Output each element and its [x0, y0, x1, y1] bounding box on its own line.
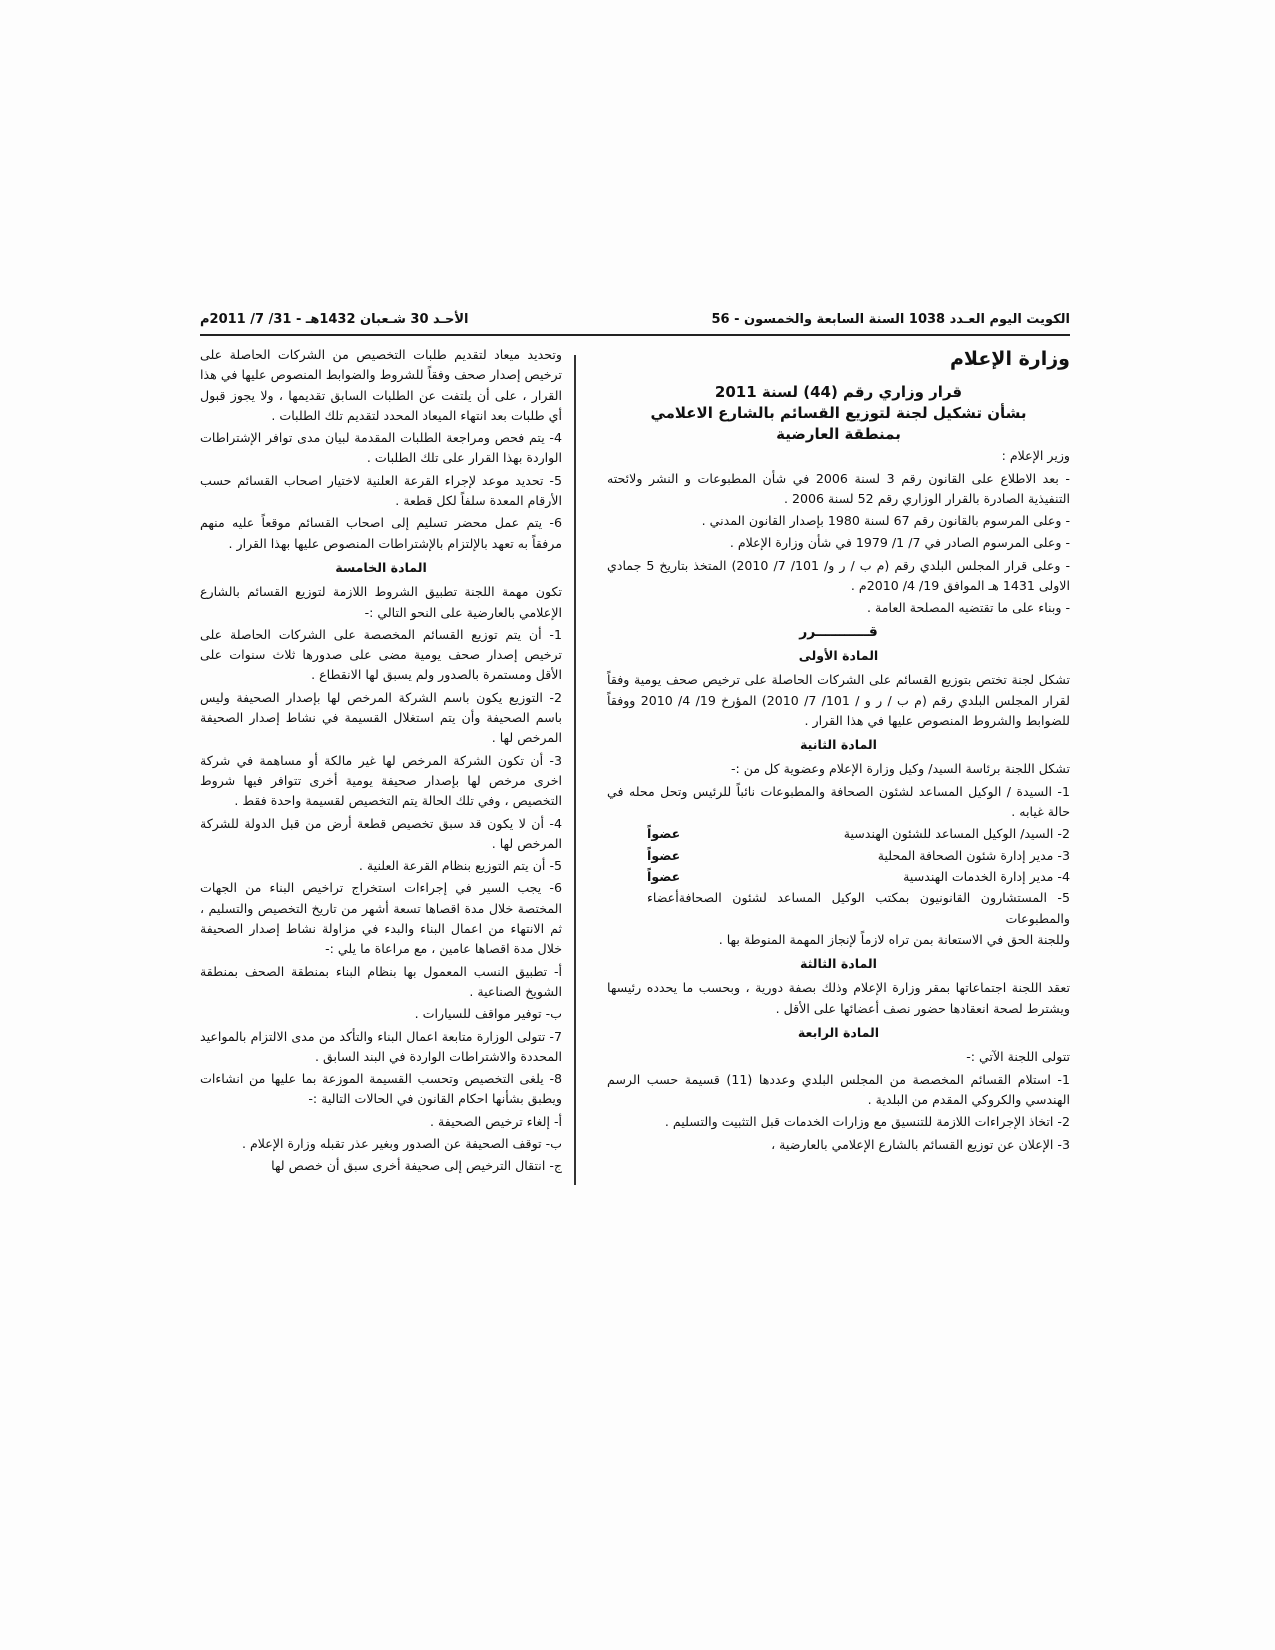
header-issue-info: الكويت اليوم العـدد 1038 السنة السابعة والخمسون - 56: [711, 312, 1070, 327]
cancel-case-a: أ- إلغاء ترخيص الصحيفة .: [429, 1113, 562, 1129]
committee-member-row: [607, 867, 1070, 887]
article-5-sub-item-a: أ- تطبيق النسب المعمول بها بنظام البناء بمنطقة الصحف بمنطقة الشويخ الصناعية .: [200, 963, 562, 999]
column-divider: [574, 355, 576, 1185]
article-5-sub-item-b: ب- توفير مواقف للسيارات .: [414, 1006, 562, 1022]
article-5-item-4: 4- أن لا يكون قد سبق تخصيص قطعة أرض من قبل الدولة للشركة المرخص لها .: [200, 815, 562, 851]
article-2-intro: تشكل اللجنة برئاسة السيد/ وكيل وزارة الإعلام وعضوية كل من :-: [731, 761, 1070, 777]
cancel-case-b: ب- توقف الصحيفة عن الصدور وبغير عذر تقبله وزارة الإعلام .: [241, 1135, 562, 1151]
article-5-item-1: 1- أن يتم توزيع القسائم المخصصة على الشركات الحاصلة على ترخيص إصدار صحف يومية مضى على صدورها ثلاث سنوات على الأقل ومستمرة بالصدور ولم يسبق لها الانقطاع .: [200, 626, 562, 683]
preamble-4: - وعلى قرار المجلس البلدي رقم (م ب / ر و/ 101/ 7/ 2010) المتخذ بتاريخ 5 جمادي الاولى 1431 هـ الموافق 19/ 4/ 2010م .: [607, 557, 1071, 594]
article-4-item-4: 4- يتم فحص ومراجعة الطلبات المقدمة لبيان مدى توافر الإشتراطات الواردة بهذا القرار على تلك الطلبات .: [200, 430, 562, 466]
article-4-item-1: 1- استلام القسائم المخصصة من المجلس البلدي وعددها (11) قسيمة حسب الرسم الهندسي والكروكي المقدم من البلدية .: [607, 1071, 1070, 1107]
article-1-heading: المادة الأولى: [798, 647, 879, 663]
page-header: [200, 312, 1070, 334]
article-5-item-5: 5- أن يتم التوزيع بنظام القرعة العلنية .: [358, 858, 562, 874]
article-5-item-3: 3- أن تكون الشركة المرخص لها غير مالكة أو مساهمة في شركة اخرى مرخص لها بإصدار صحيفة يومية أخرى تتوافر فيها شروط التخصيص ، وفي تلك الحالة يتم التخصيص لقسيمة واحدة فقط .: [200, 752, 562, 809]
article-4-item-5: 5- تحديد موعد لإجراء القرعة العلنية لاختيار اصحاب القسائم حسب الأرقام المعدة سلفاً لكل قطعة .: [200, 472, 562, 509]
header-divider: [200, 334, 1070, 336]
ministry-name: وزارة الإعلام: [949, 348, 1070, 370]
committee-member-role: أعضاء: [647, 890, 679, 906]
minister-label: وزير الإعلام :: [1001, 448, 1070, 464]
article-5-item-6: 6- يجب السير في إجراءات استخراج تراخيص البناء من الجهات المختصة خلال مدة اقصاها تسعة أشهر من تاريخ التخصيص والتسليم ، ثم الانتهاء من اعمال البناء والبدء في مزاولة نشاط إصدار الصحيفة خلال مدة اقصاها عامين ، مع مراعاة ما يلي :-: [200, 880, 562, 957]
decided-heading: قـــــــــــرر: [799, 623, 878, 640]
article-3-text: تعقد اللجنة اجتماعاتها بمقر وزارة الإعلام وذلك بصفة دورية ، وبحسب ما يحدده رئيسها ويشترط لصحة انعقادها حضور نصف أعضائها على الأقل .: [607, 980, 1070, 1016]
preamble-5: - وبناء على ما تقتضيه المصلحة العامة .: [867, 600, 1070, 616]
article-2-heading: المادة الثانية: [800, 737, 877, 753]
continuation-paragraph: وتحديد ميعاد لتقديم طلبات التخصيص من الشركات الحاصلة على ترخيص إصدار صحف وفقاً للشروط والضوابط المنصوص عليها في هذا القرار ، على أن يلتفت عن الطلبات السابق تقديمها ، ولا يجوز قبول أي طلبات بعد انتهاء الميعاد المحدد لتقديم تلك الطلبات .: [200, 347, 562, 423]
article-4-item-6: 6- يتم عمل محضر تسليم إلى اصحاب القسائم موقعاً عليه منهم مرفقاً به تعهد بالإلتزام بالإشتراطات المنصوص عليها بهذا القرار .: [200, 515, 562, 551]
article-5-item-2: 2- التوزيع يكون باسم الشركة المرخص لها بإصدار الصحيفة وليس باسم الصحيفة وأن يتم استغلال القسيمة في نشاط إصدار الصحيفة المرخص لها .: [200, 689, 562, 746]
decree-title-line1: قرار وزاري رقم (44) لسنة 2011: [714, 383, 963, 402]
article-4-heading: المادة الرابعة: [797, 1025, 880, 1041]
preamble-1: - بعد الاطلاع على القانون رقم 3 لسنة 2006 في شأن المطبوعات و النشر ولائحته التنفيذية الصادرة بالقرار الوزاري رقم 52 لسنة 2006 .: [607, 470, 1070, 506]
decree-title-line3: بمنطقة العارضية: [776, 425, 901, 444]
header-date: الأحـد 30 شـعبان 1432هـ - 31/ 7/ 2011م: [200, 312, 469, 327]
committee-member-row: [607, 846, 1070, 866]
article-4-intro: تتولى اللجنة الآتي :-: [966, 1049, 1070, 1065]
article-4-item-2: 2- اتخاذ الإجراءات اللازمة للتنسيق مع وزارات الخدمات قبل التثبيت والتسليم .: [664, 1114, 1070, 1130]
article-3-heading: المادة الثالثة: [800, 956, 877, 972]
article-1-text: تشكل لجنة تختص بتوزيع القسائم على الشركات الحاصلة على ترخيص صحف يومية وفقاً لقرار المجلس البلدي رقم (م ب / ر و / 101/ 7/ 2010) المؤرخ 19/ 4/ 2010 ووفقاً للضوابط والشروط المنصوص عليها في هذا القرار .: [607, 672, 1071, 728]
article-5-intro: تكون مهمة اللجنة تطبيق الشروط اللازمة لتوزيع القسائم بالشارع الإعلامي بالعارضية على النحو التالي :-: [200, 584, 562, 620]
article-4-item-3: 3- الإعلان عن توزيع القسائم بالشارع الإعلامي بالعارضية ،: [771, 1136, 1070, 1152]
decree-title-line2: بشأن تشكيل لجنة لتوزيع القسائم بالشارع الاعلامي: [650, 404, 1027, 423]
committee-member-name: 2- السيد/ الوكيل المساعد للشئون الهندسية: [843, 826, 1070, 842]
article-5-item-7: 7- تتولى الوزارة متابعة اعمال البناء والتأكد من مدى الالتزام بالمواعيد المحددة والاشتراطات الواردة في البند السابق .: [200, 1028, 562, 1064]
cancel-case-c: ج- انتقال الترخيص إلى صحيفة أخرى سبق أن خصص لها: [271, 1158, 562, 1174]
committee-member-row: [607, 888, 1070, 929]
committee-member-name: 3- مدير إدارة شئون الصحافة المحلية: [877, 847, 1070, 863]
committee-member-name: 5- المستشارون القانونيون بمكتب الوكيل المساعد لشئون الصحافة والمطبوعات: [678, 890, 1070, 926]
preamble-2: - وعلى المرسوم بالقانون رقم 67 لسنة 1980 بإصدار القانون المدني .: [701, 513, 1070, 529]
committee-member-row: [607, 824, 1070, 844]
committee-member-role: عضواً: [647, 826, 681, 842]
right-column: [607, 345, 1070, 1157]
article-5-heading: المادة الخامسة: [335, 559, 427, 575]
committee-member-name: 4- مدير إدارة الخدمات الهندسية: [903, 868, 1070, 884]
article-5-item-8: 8- يلغى التخصيص وتحسب القسيمة الموزعة بما عليها من انشاءات ويطبق بشأنها احكام القانون في الحالات التالية :-: [200, 1071, 562, 1107]
left-column: [200, 345, 562, 1179]
committee-member-role: عضواً: [647, 868, 681, 884]
article-2-item-1: 1- السيدة / الوكيل المساعد لشئون الصحافة والمطبوعات نائباً للرئيس وتحل محله في حالة غيابه .: [607, 783, 1070, 820]
article-2-closing: وللجنة الحق في الاستعانة بمن تراه لازماً لإنجاز المهمة المنوطة بها .: [718, 931, 1070, 947]
committee-member-role: عضواً: [647, 847, 681, 863]
preamble-3: - وعلى المرسوم الصادر في 7/ 1/ 1979 في شأن وزارة الإعلام .: [729, 535, 1070, 551]
